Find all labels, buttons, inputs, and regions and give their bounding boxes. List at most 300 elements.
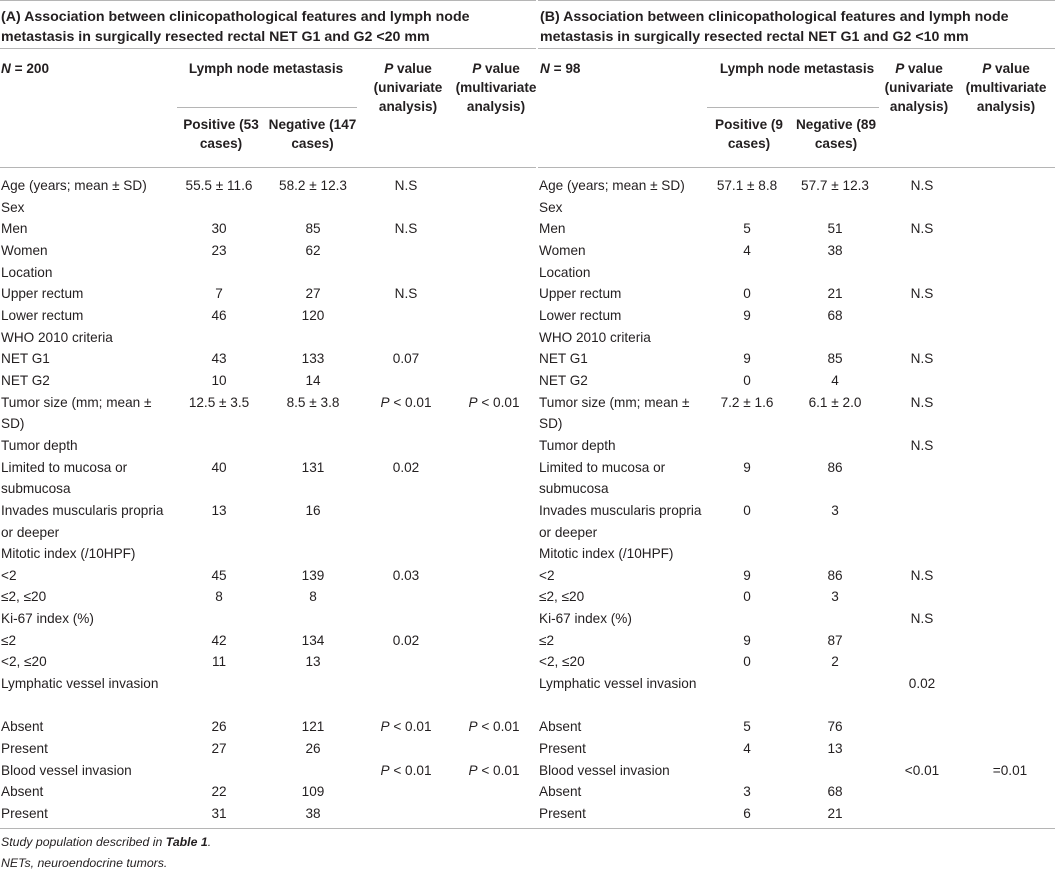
pvalue-univariate-cell	[879, 197, 965, 219]
row-label: Ki-67 index (%)	[1, 611, 94, 627]
pvalue-univariate-cell	[360, 197, 452, 219]
table-row	[0, 435, 536, 457]
pvalue-multivariate-cell	[965, 197, 1055, 219]
positive-cell: 5	[743, 221, 751, 237]
pvalue-multivariate-cell	[452, 651, 536, 673]
row-label: ≤2, ≤20	[1, 589, 47, 605]
negative-cell	[266, 760, 360, 782]
positive-cell: 3	[743, 784, 751, 800]
footnote-study-population: Study population described in Table 1.	[1, 835, 212, 849]
negative-cell: 85	[827, 351, 843, 367]
pvalue-multivariate-cell	[452, 781, 536, 803]
table-row	[0, 240, 536, 262]
negative-cell: 58.2 ± 12.3	[279, 178, 347, 193]
negative-cell	[266, 262, 360, 284]
table-row	[0, 348, 536, 370]
negative-cell: 16	[305, 502, 321, 518]
row-label: Ki-67 index (%)	[539, 611, 632, 627]
pvalue-univariate-cell	[879, 370, 965, 392]
negative-cell: 13	[827, 741, 843, 757]
positive-cell	[703, 197, 791, 219]
table-row	[0, 738, 536, 760]
negative-cell	[266, 543, 360, 565]
pvalue-univariate-cell: N.S	[394, 178, 418, 193]
positive-cell: 8	[215, 589, 223, 605]
positive-cell: 6	[743, 806, 751, 822]
row-label: Limited to mucosa or submucosa	[539, 459, 666, 497]
pvalue-multivariate-cell	[452, 630, 536, 652]
pvalue-multivariate-cell	[452, 543, 536, 565]
pvalue-univariate-cell: 0.07	[392, 351, 420, 367]
table-row	[538, 716, 1055, 738]
positive-cell: 42	[211, 632, 227, 648]
negative-cell	[266, 673, 360, 716]
row-label: Lower rectum	[539, 307, 622, 323]
positive-cell	[703, 608, 791, 630]
positive-cell: 22	[211, 784, 227, 800]
pvalue-multivariate-cell	[452, 197, 536, 219]
row-label: Lower rectum	[1, 307, 84, 323]
pvalue-multivariate-cell: P < 0.01	[468, 719, 520, 735]
positive-cell: 31	[211, 806, 227, 822]
panel-a-group-header: Lymph node metastasis	[188, 61, 344, 76]
positive-cell: 5	[743, 719, 751, 735]
pvalue-univariate-cell	[879, 738, 965, 760]
pvalue-multivariate-cell	[452, 327, 536, 349]
row-label: <2	[1, 567, 17, 583]
negative-cell: 120	[301, 307, 325, 323]
pvalue-multivariate-cell	[965, 543, 1055, 565]
panel-b-table	[538, 175, 1055, 825]
positive-cell	[703, 673, 791, 716]
negative-cell: 87	[827, 632, 843, 648]
row-label: Sex	[539, 199, 563, 215]
negative-cell	[791, 673, 879, 716]
pvalue-univariate-cell: 0.02	[392, 459, 420, 475]
row-label: <2, ≤20	[1, 654, 47, 670]
table-row	[0, 673, 536, 716]
negative-cell: 26	[305, 741, 321, 757]
negative-cell: 62	[305, 242, 321, 258]
positive-cell	[172, 327, 266, 349]
panel-a-negative-header: Negative (147 cases)	[268, 117, 357, 151]
positive-cell: 4	[743, 242, 751, 258]
row-label: Blood vessel invasion	[539, 762, 670, 778]
pvalue-univariate-cell	[879, 781, 965, 803]
pvalue-univariate-cell	[879, 305, 965, 327]
negative-cell: 38	[827, 242, 843, 258]
positive-cell: 40	[211, 459, 227, 475]
negative-cell: 21	[827, 806, 843, 822]
positive-cell: 26	[211, 719, 227, 735]
positive-cell: 0	[743, 286, 751, 302]
negative-cell: 38	[305, 806, 321, 822]
positive-cell: 57.1 ± 8.8	[716, 178, 778, 193]
negative-cell: 8.5 ± 3.8	[286, 394, 340, 410]
table-row	[538, 175, 1055, 197]
pvalue-multivariate-cell	[452, 500, 536, 543]
negative-cell: 21	[827, 286, 843, 302]
table-row	[538, 803, 1055, 825]
negative-cell: 68	[827, 307, 843, 323]
pvalue-multivariate-cell	[452, 262, 536, 284]
pvalue-multivariate-cell	[965, 738, 1055, 760]
pvalue-multivariate-cell	[452, 457, 536, 500]
pvalue-multivariate-cell	[452, 283, 536, 305]
positive-cell	[172, 760, 266, 782]
positive-cell	[172, 435, 266, 457]
row-label: Mitotic index (/10HPF)	[539, 546, 674, 562]
pvalue-multivariate-cell	[965, 565, 1055, 587]
pvalue-multivariate-cell	[965, 673, 1055, 716]
table-row	[0, 327, 536, 349]
positive-cell	[172, 608, 266, 630]
panel-a-positive-header: Positive (53 cases)	[183, 117, 259, 151]
pvalue-multivariate-cell	[965, 370, 1055, 392]
negative-cell	[791, 262, 879, 284]
row-label: Sex	[1, 199, 25, 215]
row-label: Men	[1, 221, 28, 237]
positive-cell: 0	[743, 372, 751, 388]
pvalue-univariate-cell	[879, 543, 965, 565]
pvalue-univariate-cell	[879, 500, 965, 543]
row-label: Upper rectum	[539, 286, 622, 302]
row-label: Location	[539, 264, 591, 280]
pvalue-univariate-cell: N.S	[910, 178, 934, 193]
panel-a-group-rule	[177, 107, 357, 108]
negative-cell	[791, 197, 879, 219]
pvalue-univariate-cell	[879, 630, 965, 652]
table-row	[538, 348, 1055, 370]
pvalue-multivariate-cell	[965, 457, 1055, 500]
negative-cell: 86	[827, 567, 843, 583]
table-row	[538, 543, 1055, 565]
negative-cell: 86	[827, 459, 843, 475]
row-label: <2, ≤20	[539, 654, 585, 670]
pvalue-univariate-cell	[360, 673, 452, 716]
row-label: Absent	[539, 719, 582, 735]
panel-b-group-header: Lymph node metastasis	[719, 61, 875, 76]
negative-cell: 3	[831, 589, 839, 605]
pvalue-univariate-cell: 0.03	[392, 567, 420, 583]
positive-cell: 43	[211, 351, 227, 367]
negative-cell	[791, 608, 879, 630]
row-label: Invades muscularis propria or deeper	[1, 502, 164, 540]
pvalue-univariate-cell: N.S	[910, 221, 934, 237]
positive-cell: 13	[211, 502, 227, 518]
pvalue-univariate-cell: P < 0.01	[380, 394, 432, 410]
table-row	[538, 262, 1055, 284]
pvalue-multivariate-cell	[965, 586, 1055, 608]
table-row	[538, 327, 1055, 349]
table-row	[0, 586, 536, 608]
row-label: Age (years; mean ± SD)	[1, 178, 147, 193]
pvalue-univariate-cell	[360, 305, 452, 327]
negative-cell: 4	[831, 372, 839, 388]
pvalue-multivariate-cell	[452, 305, 536, 327]
table-row	[0, 305, 536, 327]
negative-cell	[791, 760, 879, 782]
row-label: Present	[539, 806, 586, 822]
negative-cell: 27	[305, 286, 321, 302]
row-label: Present	[1, 806, 48, 822]
negative-cell	[791, 435, 879, 457]
pvalue-univariate-cell: 0.02	[908, 676, 936, 692]
pvalue-univariate-cell: N.S	[394, 286, 418, 302]
table-row	[538, 673, 1055, 716]
panel-a-pvalue-univariate-header: P value (univariate analysis)	[373, 61, 443, 114]
negative-cell: 85	[305, 221, 321, 237]
negative-cell	[266, 608, 360, 630]
pvalue-multivariate-cell	[965, 175, 1055, 197]
pvalue-multivariate-cell	[452, 738, 536, 760]
positive-cell: 46	[211, 307, 227, 323]
positive-cell: 9	[743, 307, 751, 323]
table-row	[538, 608, 1055, 630]
pvalue-multivariate-cell	[965, 651, 1055, 673]
table-row	[0, 608, 536, 630]
row-label: Tumor size (mm; mean ± SD)	[1, 394, 152, 432]
panel-a-n: N = 200	[1, 61, 50, 76]
pvalue-univariate-cell	[360, 327, 452, 349]
positive-cell: 10	[211, 372, 227, 388]
table-row	[538, 197, 1055, 219]
pvalue-univariate-cell	[360, 435, 452, 457]
row-label: Age (years; mean ± SD)	[539, 178, 685, 193]
table-row	[538, 305, 1055, 327]
row-label: ≤2, ≤20	[539, 589, 585, 605]
negative-cell: 139	[301, 567, 325, 583]
panel-a-table	[0, 175, 536, 825]
table-row	[0, 283, 536, 305]
table-row	[538, 760, 1055, 782]
positive-cell: 7	[215, 286, 223, 302]
table-row	[538, 218, 1055, 240]
negative-cell	[266, 197, 360, 219]
table-row	[538, 651, 1055, 673]
table-row	[538, 392, 1055, 435]
pvalue-univariate-cell: N.S	[394, 221, 418, 237]
table-row	[538, 565, 1055, 587]
row-label: NET G1	[1, 351, 50, 367]
table-row	[538, 738, 1055, 760]
row-label: Absent	[539, 784, 582, 800]
positive-cell: 0	[743, 589, 751, 605]
panel-a-pvalue-multivariate-header: P value (multivariate analysis)	[455, 61, 537, 114]
table-row	[538, 240, 1055, 262]
row-label: Limited to mucosa or submucosa	[1, 459, 128, 497]
pvalue-multivariate-cell	[965, 305, 1055, 327]
positive-cell	[703, 327, 791, 349]
row-label: NET G2	[539, 372, 588, 388]
positive-cell: 9	[743, 459, 751, 475]
table-row	[0, 262, 536, 284]
positive-cell: 7.2 ± 1.6	[720, 394, 774, 410]
negative-cell: 13	[305, 654, 321, 670]
negative-cell: 8	[309, 589, 317, 605]
pvalue-multivariate-cell	[965, 435, 1055, 457]
row-label: Absent	[1, 719, 44, 735]
table-row	[0, 457, 536, 500]
pvalue-multivariate-cell: P < 0.01	[468, 762, 520, 778]
pvalue-univariate-cell	[360, 500, 452, 543]
positive-cell: 11	[211, 654, 227, 670]
pvalue-univariate-cell: P < 0.01	[380, 719, 432, 735]
row-label: Invades muscularis propria or deeper	[539, 502, 702, 540]
positive-cell	[703, 435, 791, 457]
pvalue-univariate-cell	[360, 803, 452, 825]
positive-cell: 12.5 ± 3.5	[188, 394, 250, 410]
panel-a	[0, 0, 536, 825]
table-row	[0, 218, 536, 240]
negative-cell	[791, 543, 879, 565]
panel-b-pvalue-multivariate-header: P value (multivariate analysis)	[965, 61, 1047, 114]
panel-b-group-rule	[707, 107, 879, 108]
positive-cell: 0	[743, 654, 751, 670]
table-row	[538, 283, 1055, 305]
negative-cell: 51	[827, 221, 843, 237]
row-label: NET G2	[1, 372, 50, 388]
negative-cell	[266, 327, 360, 349]
row-label: Present	[539, 741, 586, 757]
pvalue-multivariate-cell	[965, 803, 1055, 825]
pvalue-univariate-cell	[360, 543, 452, 565]
pvalue-univariate-cell: N.S	[910, 437, 934, 453]
pvalue-multivariate-cell	[452, 586, 536, 608]
table-row	[0, 716, 536, 738]
row-label: Blood vessel invasion	[1, 762, 132, 778]
table-row	[0, 781, 536, 803]
pvalue-univariate-cell	[879, 457, 965, 500]
table-row	[0, 500, 536, 543]
pvalue-multivariate-cell	[452, 175, 536, 197]
pvalue-univariate-cell	[360, 262, 452, 284]
positive-cell: 4	[743, 741, 751, 757]
table-row	[0, 651, 536, 673]
negative-cell	[266, 435, 360, 457]
pvalue-univariate-cell	[879, 262, 965, 284]
pvalue-multivariate-cell	[452, 435, 536, 457]
table-row	[0, 543, 536, 565]
panel-b-pvalue-univariate-header: P value (univariate analysis)	[884, 61, 954, 114]
table-row	[538, 630, 1055, 652]
positive-cell: 9	[743, 632, 751, 648]
pvalue-multivariate-cell	[452, 218, 536, 240]
positive-cell: 0	[743, 502, 751, 518]
panel-b-negative-header: Negative (89 cases)	[795, 117, 877, 151]
pvalue-univariate-cell	[360, 240, 452, 262]
table-row	[0, 630, 536, 652]
negative-cell: 133	[301, 351, 325, 367]
table-row	[0, 392, 536, 435]
pvalue-multivariate-cell	[965, 608, 1055, 630]
table-row	[0, 370, 536, 392]
positive-cell: 30	[211, 221, 227, 237]
positive-cell: 9	[743, 567, 751, 583]
pvalue-multivariate-cell	[965, 240, 1055, 262]
pvalue-multivariate-cell	[452, 803, 536, 825]
pvalue-univariate-cell: P < 0.01	[380, 762, 432, 778]
panel-b-title: (B) Association between clinicopathological features and lymph node metastasis in surgically resected rectal NET G1 and G2 <10 mm	[538, 0, 1055, 48]
pvalue-univariate-cell: <0.01	[904, 762, 940, 778]
row-label: Men	[539, 221, 566, 237]
pvalue-multivariate-cell	[965, 283, 1055, 305]
negative-cell: 68	[827, 784, 843, 800]
negative-cell: 121	[301, 719, 325, 735]
footnote-abbreviation: NETs, neuroendocrine tumors.	[1, 856, 168, 870]
pvalue-multivariate-cell: P < 0.01	[468, 394, 520, 410]
pvalue-univariate-cell: 0.02	[392, 632, 420, 648]
pvalue-univariate-cell	[360, 781, 452, 803]
negative-cell: 14	[305, 372, 321, 388]
positive-cell	[703, 543, 791, 565]
table-row	[0, 197, 536, 219]
pvalue-univariate-cell	[879, 803, 965, 825]
row-label: ≤2	[539, 632, 555, 648]
table-row	[538, 457, 1055, 500]
positive-cell: 45	[211, 567, 227, 583]
panel-b-n: N = 98	[540, 61, 581, 76]
positive-cell	[172, 543, 266, 565]
row-label: Tumor size (mm; mean ± SD)	[539, 394, 690, 432]
table-row	[538, 781, 1055, 803]
pvalue-multivariate-cell	[965, 630, 1055, 652]
pvalue-univariate-cell: N.S	[910, 611, 934, 627]
row-label: <2	[539, 567, 555, 583]
row-label: Lymphatic vessel invasion	[1, 676, 159, 692]
row-label: Location	[1, 264, 53, 280]
pvalue-univariate-cell	[360, 370, 452, 392]
panel-a-header	[0, 48, 536, 168]
pvalue-univariate-cell	[879, 651, 965, 673]
negative-cell: 57.7 ± 12.3	[801, 178, 869, 193]
positive-cell	[172, 197, 266, 219]
pvalue-univariate-cell: N.S	[910, 394, 934, 410]
table-row	[0, 760, 536, 782]
positive-cell: 27	[211, 741, 227, 757]
pvalue-multivariate-cell	[965, 218, 1055, 240]
pvalue-multivariate-cell	[452, 565, 536, 587]
row-label: Present	[1, 741, 48, 757]
row-label: Mitotic index (/10HPF)	[1, 546, 136, 562]
table-row	[0, 175, 536, 197]
panel-b-positive-header: Positive (9 cases)	[715, 117, 783, 151]
row-label: ≤2	[1, 632, 17, 648]
pvalue-multivariate-cell	[965, 716, 1055, 738]
row-label: Upper rectum	[1, 286, 84, 302]
table-bottom-rule	[0, 828, 1055, 829]
pvalue-multivariate-cell	[965, 781, 1055, 803]
positive-cell: 9	[743, 351, 751, 367]
table-row	[538, 500, 1055, 543]
pvalue-univariate-cell: N.S	[910, 286, 934, 302]
pvalue-multivariate-cell	[965, 327, 1055, 349]
pvalue-univariate-cell	[879, 716, 965, 738]
table-row	[538, 586, 1055, 608]
row-label: NET G1	[539, 351, 588, 367]
pvalue-univariate-cell	[360, 586, 452, 608]
positive-cell	[703, 760, 791, 782]
pvalue-multivariate-cell	[452, 673, 536, 716]
pvalue-multivariate-cell	[965, 392, 1055, 435]
pvalue-univariate-cell	[879, 240, 965, 262]
pvalue-univariate-cell	[360, 738, 452, 760]
pvalue-univariate-cell	[879, 327, 965, 349]
row-label: WHO 2010 criteria	[1, 329, 113, 345]
pvalue-multivariate-cell	[452, 348, 536, 370]
row-label: Women	[1, 242, 48, 258]
row-label: Lymphatic vessel invasion	[539, 676, 697, 692]
